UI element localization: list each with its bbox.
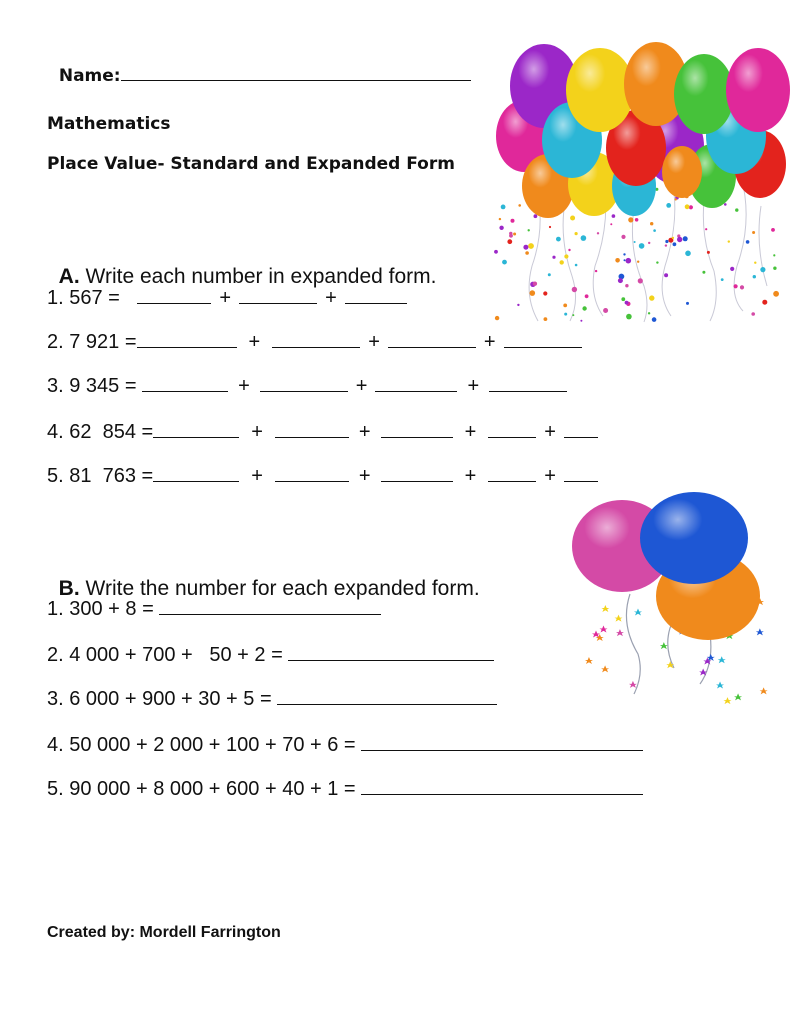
confetti-dot	[702, 271, 705, 274]
section-a-heading	[47, 241, 436, 289]
confetti-dot	[656, 261, 658, 263]
answer-blank[interactable]	[564, 465, 598, 482]
confetti-dot	[530, 290, 536, 296]
confetti-star	[718, 656, 726, 663]
plus-sign: +	[248, 331, 261, 353]
confetti-dot	[534, 214, 538, 218]
confetti-dot	[560, 260, 564, 264]
plus-sign: +	[464, 421, 477, 443]
confetti-dot	[564, 254, 568, 258]
confetti-dot	[543, 291, 547, 295]
confetti-dot	[740, 285, 744, 289]
answer-blank[interactable]	[137, 331, 237, 348]
confetti-dot	[664, 273, 668, 277]
confetti-dot	[754, 262, 756, 264]
item-prompt: 2. 7 921 =	[47, 331, 137, 353]
answer-blank[interactable]	[137, 287, 211, 304]
confetti-dot	[548, 273, 551, 276]
item-prompt: 5. 81 763 =	[47, 465, 154, 487]
confetti-dot	[666, 203, 671, 208]
confetti-dot	[615, 258, 620, 263]
confetti-dot	[746, 240, 750, 244]
item-prompt: 4. 50 000 + 2 000 + 100 + 70 + 6 =	[47, 734, 362, 756]
balloon-highlight	[566, 48, 634, 132]
section-b-heading	[47, 553, 480, 601]
answer-blank[interactable]	[361, 778, 643, 795]
confetti-dot	[585, 294, 589, 298]
answer-blank[interactable]	[375, 375, 457, 392]
confetti-dot	[734, 284, 738, 288]
confetti-dot	[499, 226, 503, 230]
confetti-dot	[517, 304, 519, 306]
confetti-dot	[625, 284, 628, 287]
confetti-star	[756, 628, 764, 635]
confetti-dot	[572, 287, 577, 292]
confetti-dot	[773, 291, 779, 297]
confetti-dot	[653, 229, 656, 232]
section-a-item-3	[47, 375, 567, 398]
answer-blank[interactable]	[288, 644, 494, 661]
confetti-dot	[721, 278, 724, 281]
confetti-dot	[621, 297, 625, 301]
confetti-star	[601, 605, 609, 612]
confetti-dot	[760, 267, 765, 272]
confetti-dot	[762, 300, 767, 305]
balloon-bunch-image	[496, 36, 792, 326]
answer-blank[interactable]	[277, 688, 497, 705]
confetti-dot	[533, 282, 537, 286]
answer-blank[interactable]	[239, 287, 317, 304]
confetti-dot	[563, 304, 567, 308]
confetti-dot	[752, 231, 755, 234]
confetti-dot	[568, 249, 570, 251]
confetti-dot	[513, 233, 516, 236]
confetti-star	[723, 697, 731, 704]
item-prompt: 1. 300 + 8 =	[47, 598, 160, 620]
confetti-dot	[724, 203, 727, 206]
confetti-dot	[528, 229, 530, 231]
answer-blank[interactable]	[275, 465, 349, 482]
confetti-dot	[707, 251, 710, 254]
confetti-dot	[509, 232, 512, 235]
confetti-dot	[730, 267, 734, 271]
confetti-dot	[753, 275, 756, 278]
plus-sign: +	[467, 375, 480, 397]
confetti-dot	[638, 278, 643, 283]
confetti-dot	[628, 217, 633, 222]
name-label: Name:	[58, 66, 121, 86]
confetti-dot	[624, 259, 626, 261]
subject-title: Mathematics	[47, 114, 171, 134]
confetti-dot	[626, 258, 632, 264]
item-prompt: 3. 6 000 + 900 + 30 + 5 =	[47, 688, 278, 710]
plus-sign: +	[483, 331, 496, 353]
confetti-dot	[580, 320, 582, 322]
confetti-dot	[649, 295, 654, 300]
name-blank[interactable]	[121, 64, 471, 81]
section-b-item-1	[47, 598, 381, 621]
confetti-dot	[582, 306, 586, 310]
confetti-dot	[648, 242, 650, 244]
balloon-highlight	[726, 48, 790, 132]
item-prompt: 2. 4 000 + 700 + 50 + 2 =	[47, 644, 289, 666]
confetti-dot	[525, 251, 529, 255]
plus-sign: +	[238, 375, 250, 397]
confetti-dot	[673, 242, 677, 246]
confetti-dot	[572, 314, 574, 316]
confetti-dot	[494, 250, 498, 254]
confetti-star	[734, 693, 742, 700]
confetti-star	[716, 682, 724, 689]
answer-blank[interactable]	[361, 734, 643, 751]
creator-credit: Created by: Mordell Farrington	[47, 924, 281, 941]
confetti-dot	[637, 261, 639, 263]
confetti-dot	[603, 308, 608, 313]
confetti-dot	[626, 314, 632, 320]
item-prompt: 4. 62 854 =	[47, 421, 154, 443]
plus-sign: +	[355, 375, 368, 397]
confetti-dot	[610, 223, 612, 225]
plus-sign: +	[251, 465, 263, 487]
balloons-streamers-image	[560, 492, 780, 706]
answer-blank[interactable]	[345, 287, 407, 304]
confetti-dot	[625, 301, 629, 305]
confetti-dot	[502, 260, 507, 265]
topic-title: Place Value- Standard and Expanded Form	[47, 154, 455, 174]
plus-sign: +	[368, 331, 380, 353]
plus-sign: +	[464, 465, 477, 487]
confetti-dot	[773, 267, 776, 270]
section-a-item-4	[47, 421, 598, 444]
confetti-dot	[751, 312, 755, 316]
confetti-star	[760, 687, 768, 694]
confetti-dot	[705, 228, 707, 230]
confetti-star	[599, 626, 607, 633]
answer-blank[interactable]	[142, 375, 228, 392]
confetti-dot	[634, 241, 636, 243]
confetti-dot	[675, 198, 677, 200]
item-prompt: 1. 567 =	[47, 287, 126, 309]
section-b-item-3	[47, 688, 497, 711]
confetti-dot	[677, 237, 682, 242]
plus-sign: +	[325, 287, 337, 309]
answer-blank[interactable]	[260, 375, 348, 392]
confetti-dot	[556, 237, 561, 242]
confetti-dot	[639, 243, 645, 249]
confetti-dot	[623, 253, 625, 255]
balloon-highlight	[662, 146, 702, 198]
answer-blank[interactable]	[381, 421, 453, 438]
confetti-dot	[511, 219, 515, 223]
plus-sign: +	[358, 465, 371, 487]
confetti-dot	[581, 235, 587, 241]
confetti-dot	[575, 264, 578, 267]
plus-sign: +	[251, 421, 263, 443]
plus-sign: +	[219, 287, 232, 309]
confetti-dot	[685, 251, 691, 257]
answer-blank[interactable]	[275, 421, 349, 438]
item-prompt: 5. 90 000 + 8 000 + 600 + 40 + 1 =	[47, 778, 362, 800]
confetti-dot	[650, 222, 653, 225]
confetti-dot	[597, 232, 599, 234]
plus-sign: +	[544, 465, 556, 487]
confetti-dot	[501, 205, 506, 210]
confetti-dot	[518, 204, 521, 207]
confetti-dot	[728, 240, 730, 242]
confetti-dot	[570, 216, 575, 221]
confetti-dot	[672, 237, 674, 239]
confetti-dot	[612, 214, 616, 218]
name-row	[47, 44, 471, 86]
answer-blank[interactable]	[488, 465, 536, 482]
confetti-dot	[665, 240, 668, 243]
answer-blank[interactable]	[272, 331, 360, 348]
confetti-dot	[686, 302, 689, 305]
confetti-star	[629, 681, 637, 688]
section-a-instruction: Write each number in expanded form.	[85, 265, 437, 288]
confetti-dot	[735, 208, 738, 211]
confetti-dot	[621, 235, 625, 239]
confetti-star	[634, 608, 642, 615]
section-a-letter: A.	[58, 265, 80, 288]
confetti-dot	[618, 278, 623, 283]
confetti-star	[585, 657, 593, 664]
answer-blank[interactable]	[504, 331, 582, 348]
confetti-dot	[652, 317, 657, 322]
section-b-item-4	[47, 734, 643, 757]
section-b-letter: B.	[58, 577, 80, 600]
confetti-dot	[773, 254, 775, 256]
item-prompt: 3. 9 345 =	[47, 375, 143, 397]
confetti-dot	[528, 243, 534, 249]
confetti-dot	[507, 239, 512, 244]
plus-sign: +	[544, 421, 556, 443]
confetti-dot	[564, 313, 567, 316]
section-b-item-5	[47, 778, 643, 801]
confetti-star	[601, 665, 609, 672]
balloon-trio	[572, 492, 760, 640]
confetti-dot	[575, 232, 578, 235]
confetti-dot	[771, 228, 775, 232]
answer-blank[interactable]	[153, 465, 239, 482]
confetti-dot	[648, 312, 650, 314]
answer-blank[interactable]	[488, 421, 536, 438]
confetti-dot	[552, 256, 555, 259]
confetti-dot	[495, 316, 499, 320]
section-a-item-1	[47, 287, 407, 310]
balloon-highlight	[640, 492, 748, 584]
section-a-item-5	[47, 465, 598, 488]
plus-sign: +	[358, 421, 371, 443]
answer-blank[interactable]	[153, 421, 239, 438]
confetti-star	[660, 642, 668, 649]
confetti-dot	[595, 270, 597, 272]
confetti-dot	[549, 226, 551, 228]
confetti-dot	[523, 245, 528, 250]
confetti-star	[615, 615, 623, 622]
answer-blank[interactable]	[159, 598, 381, 615]
section-b-item-2	[47, 644, 494, 667]
answer-blank[interactable]	[564, 421, 598, 438]
confetti-star	[616, 629, 624, 636]
section-b-instruction: Write the number for each expanded form.	[85, 577, 480, 600]
confetti-dot	[683, 236, 688, 241]
confetti-dot	[544, 317, 548, 321]
confetti-dot	[665, 244, 667, 246]
answer-blank[interactable]	[388, 331, 476, 348]
answer-blank[interactable]	[381, 465, 453, 482]
confetti-dot	[635, 218, 639, 222]
confetti-dot	[685, 204, 690, 209]
answer-blank[interactable]	[489, 375, 567, 392]
confetti-dot	[499, 218, 501, 220]
balloon-highlight	[674, 54, 734, 134]
section-a-item-2	[47, 331, 582, 354]
